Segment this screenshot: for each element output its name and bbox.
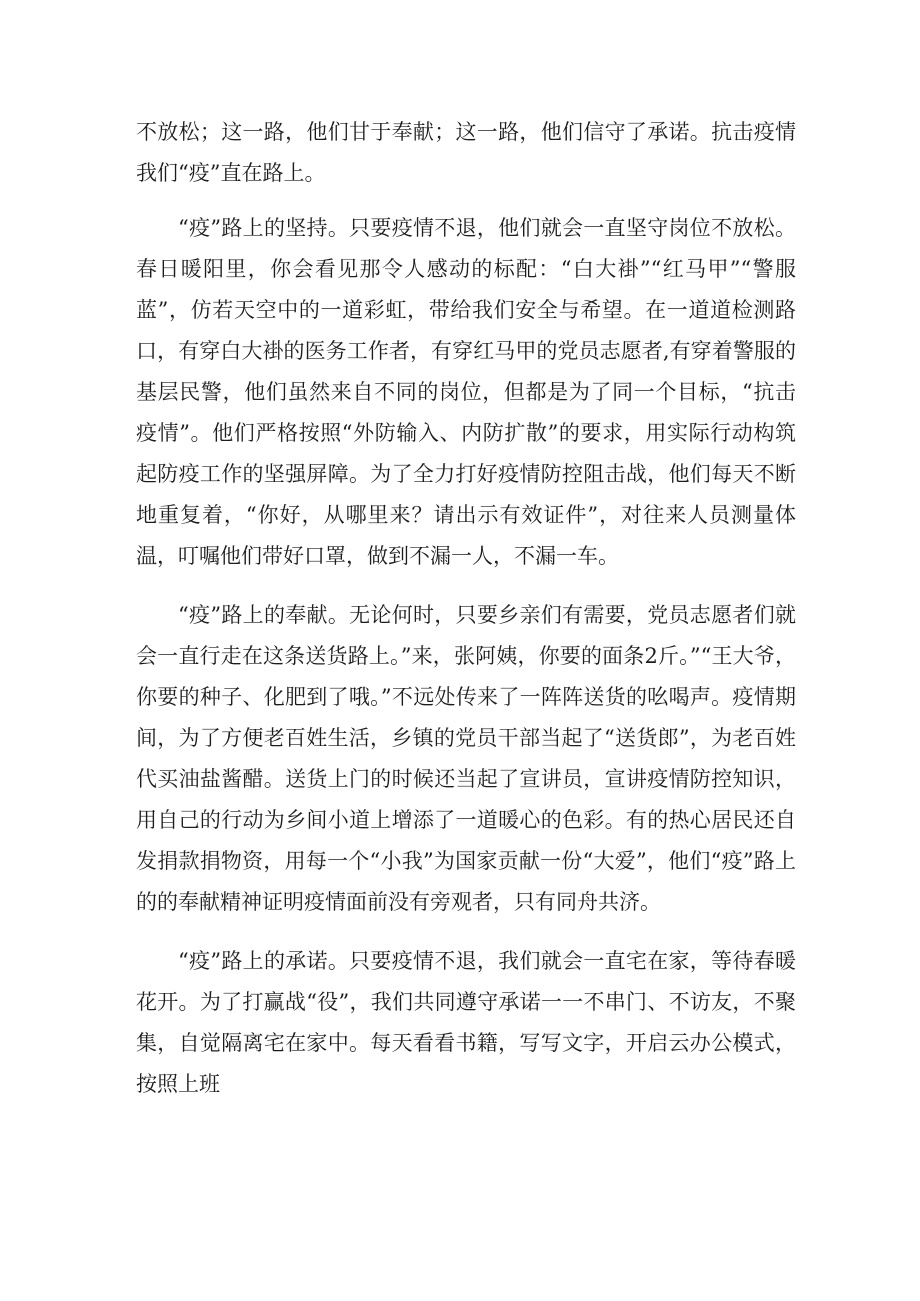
- paragraph-promise: “疫”路上的承诺。只要疫情不退，我们就会一直宅在家，等待春暖花开。为了打赢战“役”，我们共同遵守承诺一一不串门、不访友，不聚集，自觉隔离宅在家中。每天看看书籍，写写文字，开启云办公模式，按照上班: [136, 949, 796, 1096]
- paragraph-dedication: “疫”路上的奉献。无论何时，只要乡亲们有需要，党员志愿者们就会一直行走在这条送货路上。”来，张阿姨，你要的面条2斤。”“王大爷，你要的种子、化肥到了哦。”不远处传来了一阵阵送货的吆喝声。疫情期间，为了方便老百姓生活，乡镇的党员干部当起了“送货郎”，为老百姓代买油盐酱醋。送货上门的时候还当起了宣讲员，宣讲疫情防控知识，用自己的行动为乡间小道上增添了一道暖心的色彩。有的热心居民还自发捐款捐物资，用每一个“小我”为国家贡献一份“大爱”，他们“疫”路上的的奉献精神证明疫情面前没有旁观者，只有同舟共济。: [136, 603, 796, 914]
- paragraph-persistence: “疫”路上的坚持。只要疫情不退，他们就会一直坚守岗位不放松。春日暖阳里，你会看见那令人感动的标配：“白大褂”“红马甲”“警服蓝”，仿若天空中的一道彩虹，带给我们安全与希望。在一道道检测路口，有穿白大褂的医务工作者，有穿红马甲的党员志愿者,有穿着警服的基层民警，他们虽然来自不同的岗位，但都是为了同一个目标，“抗击疫情”。他们严格按照“外防输入、内防扩散”的要求，用实际行动构筑起防疫工作的坚强屏障。为了全力打好疫情防控阻击战，他们每天不断地重复着，“你好，从哪里来？请出示有效证件”，对往来人员测量体温，叮嘱他们带好口罩，做到不漏一人，不漏一车。: [136, 216, 796, 568]
- paragraph-continued: 不放松；这一路，他们甘于奉献；这一路，他们信守了承诺。抗击疫情我们“疫”直在路上。: [136, 120, 796, 185]
- document-body: [136, 112, 796, 1123]
